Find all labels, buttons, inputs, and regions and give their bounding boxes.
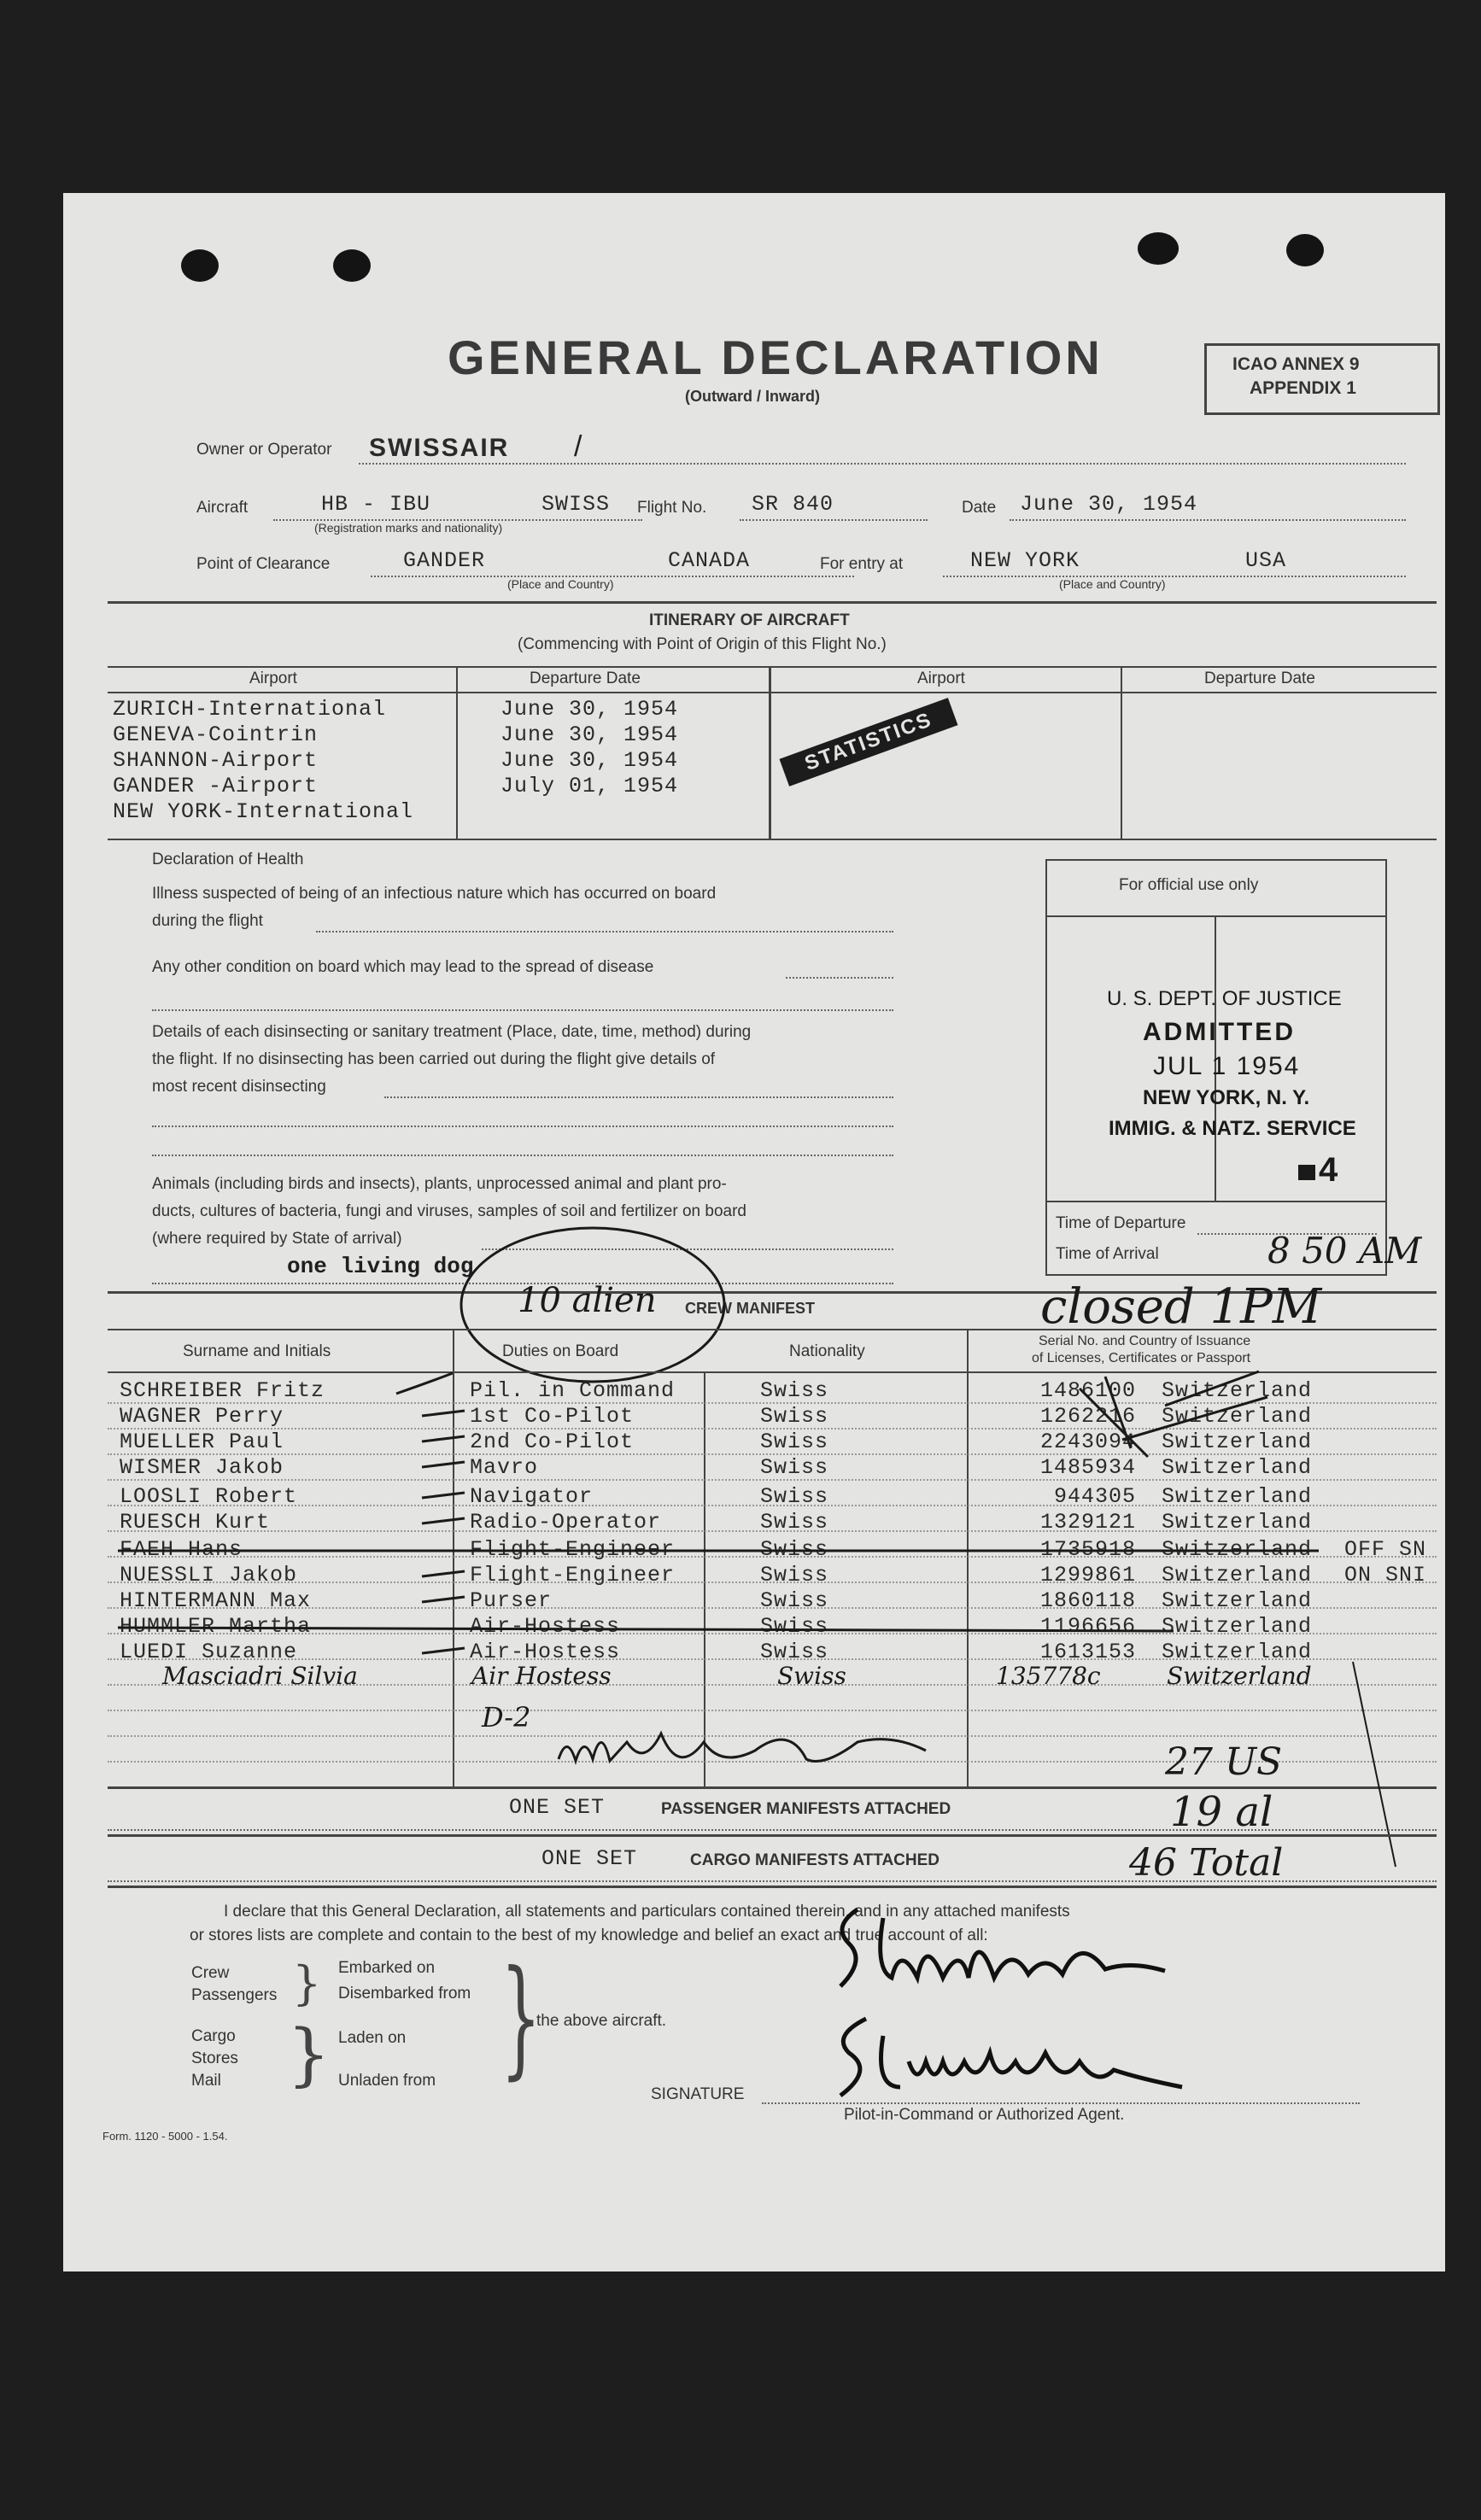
crew-nationality: Swiss: [760, 1563, 829, 1587]
crew-name: LUEDI Suzanne: [120, 1640, 298, 1664]
pilot-signature-upper: [823, 1892, 1182, 1995]
admitted-stamp-line5: IMMIG. & NATZ. SERVICE: [1109, 1117, 1356, 1140]
crew-heading: CREW MANIFEST: [685, 1300, 815, 1317]
crew-col-nationality: Nationality: [789, 1342, 865, 1360]
declaration-laden: Laden on: [338, 2029, 407, 2047]
aircraft-nationality: SWISS: [541, 492, 611, 517]
health-q3-line3: most recent disinsecting: [152, 1078, 326, 1096]
crew-nationality: Swiss: [777, 1662, 846, 1690]
note-us: 27 US: [1165, 1740, 1283, 1784]
crew-serial: 1262216: [1040, 1404, 1137, 1429]
crew-name: WAGNER Perry: [120, 1404, 284, 1429]
slash-mark: /: [574, 430, 582, 463]
itinerary-col-airport2: Airport: [917, 669, 965, 687]
crew-serial: 1735918: [1040, 1537, 1137, 1562]
declaration-embarked: Embarked on: [338, 1959, 436, 1977]
admitted-stamp-line1: U. S. DEPT. OF JUSTICE: [1107, 987, 1342, 1010]
crew-country: Switzerland: [1162, 1484, 1313, 1509]
brace: }: [500, 1944, 541, 2092]
crew-country: Switzerland: [1162, 1640, 1313, 1664]
itinerary-col-departure2: Departure Date: [1204, 669, 1315, 687]
declaration-mail: Mail: [191, 2072, 221, 2090]
owner-label: Owner or Operator: [196, 441, 332, 459]
itinerary-airport: ZURICH-International: [113, 697, 387, 722]
health-q3-line2: the flight. If no disinsecting has been carried out during the flight give details of: [152, 1050, 716, 1068]
pilot-signature-lower: [815, 2002, 1191, 2104]
crew-duty: Air-Hostess: [470, 1614, 621, 1639]
crew-name: RUESCH Kurt: [120, 1510, 271, 1535]
owner-value: SWISSAIR: [369, 434, 510, 462]
crew-country: Switzerland: [1162, 1588, 1313, 1613]
statistics-stamp: STATISTICS: [780, 698, 958, 786]
crew-duty: Mavro: [470, 1455, 539, 1480]
crew-country: Switzerland: [1162, 1404, 1313, 1429]
itinerary-date: July 01, 1954: [500, 774, 679, 798]
crew-serial: 1196656: [1040, 1614, 1137, 1639]
entry-country: USA: [1245, 548, 1287, 573]
icao-appendix: APPENDIX 1: [1250, 378, 1356, 398]
closed-note: closed 1PM: [1040, 1279, 1322, 1335]
flight-date: June 30, 1954: [1020, 492, 1198, 517]
pen-marks: [63, 193, 1445, 1901]
page-subtitle: (Outward / Inward): [685, 388, 821, 405]
crew-nationality: Swiss: [760, 1484, 829, 1509]
crew-nationality: Swiss: [760, 1455, 829, 1480]
crew-nationality: Swiss: [760, 1430, 829, 1454]
crew-duty: Flight-Engineer: [470, 1563, 676, 1587]
health-q1-line2: during the flight: [152, 912, 263, 930]
crew-nationality: Swiss: [760, 1510, 829, 1535]
declaration-line2: or stores lists are complete and contain to the best of my knowledge and belief an exact and true account of all:: [190, 1927, 988, 1944]
circle-note: 10 alien: [518, 1281, 657, 1320]
crew-country: Switzerland: [1162, 1563, 1313, 1587]
crew-duty: Flight-Engineer: [470, 1537, 676, 1562]
signature-label: SIGNATURE: [651, 2085, 745, 2103]
crew-note: ON SNI: [1344, 1563, 1427, 1587]
d2-note: D-2: [482, 1701, 531, 1734]
entry-label: For entry at: [820, 555, 904, 573]
crew-serial: 1329121: [1040, 1510, 1137, 1535]
health-q1-line1: Illness suspected of being of an infectious nature which has occurred on board: [152, 885, 717, 903]
crew-nationality: Swiss: [760, 1614, 829, 1639]
crew-name: MUELLER Paul: [120, 1430, 284, 1454]
page-title: GENERAL DECLARATION: [448, 330, 1103, 384]
itinerary-airport: GENEVA-Cointrin: [113, 722, 319, 747]
crew-duty: Radio-Operator: [470, 1510, 662, 1535]
flight-number: SR 840: [752, 492, 834, 517]
departure-time-label: Time of Departure: [1056, 1214, 1186, 1232]
passenger-manifest-label: PASSENGER MANIFESTS ATTACHED: [661, 1800, 951, 1818]
declaration-disembarked: Disembarked from: [338, 1985, 471, 2003]
crew-name: Masciadri Silvia: [162, 1662, 358, 1690]
clearance-label: Point of Clearance: [196, 555, 331, 573]
clearance-country: CANADA: [668, 548, 751, 573]
arrival-time-value: 8 50 AM: [1267, 1230, 1422, 1272]
aircraft-label: Aircraft: [196, 499, 249, 517]
crew-country: Switzerland: [1162, 1537, 1313, 1562]
entry-sublabel: (Place and Country): [1059, 577, 1166, 591]
declaration-stores: Stores: [191, 2049, 238, 2067]
crew-col-name: Surname and Initials: [183, 1342, 331, 1360]
crew-serial: 1299861: [1040, 1563, 1137, 1587]
icao-annex: ICAO ANNEX 9: [1232, 354, 1360, 374]
crew-duty: Navigator: [470, 1484, 594, 1509]
official-heading: For official use only: [1119, 876, 1259, 894]
health-q4-line2: ducts, cultures of bacteria, fungi and viruses, samples of soil and fertilizer on board: [152, 1202, 746, 1220]
crew-country: Switzerland: [1162, 1430, 1313, 1454]
crew-nationality: Swiss: [760, 1378, 829, 1403]
declaration-passengers: Passengers: [191, 1986, 278, 2004]
itinerary-col-airport: Airport: [249, 669, 297, 687]
health-answer: one living dog: [287, 1254, 474, 1279]
crew-name: HINTERMANN Max: [120, 1588, 312, 1613]
declaration-cargo: Cargo: [191, 2027, 236, 2045]
aircraft-sublabel: (Registration marks and nationality): [314, 521, 503, 535]
note-total: 46 Total: [1129, 1841, 1284, 1885]
declaration-crew: Crew: [191, 1964, 230, 1982]
crew-col-serial-line2: of Licenses, Certificates or Passport: [1032, 1351, 1251, 1365]
crew-duty: Air-Hostess: [470, 1640, 621, 1664]
flight-label: Flight No.: [637, 499, 707, 517]
crew-country: Switzerland: [1162, 1510, 1313, 1535]
crew-note: OFF SN: [1344, 1537, 1427, 1562]
crew-serial: 1486100: [1040, 1378, 1137, 1403]
document-page: [63, 193, 1445, 2272]
cargo-manifest-count: ONE SET: [541, 1846, 638, 1871]
crew-serial: 1485934: [1040, 1455, 1137, 1480]
itinerary-col-departure: Departure Date: [530, 669, 641, 687]
crew-duty: 1st Co-Pilot: [470, 1404, 635, 1429]
crew-name: HUMMLER Martha: [120, 1614, 312, 1639]
passenger-manifest-count: ONE SET: [509, 1795, 606, 1820]
itinerary-airport: GANDER -Airport: [113, 774, 319, 798]
crew-duty: Pil. in Command: [470, 1378, 676, 1403]
health-heading: Declaration of Health: [152, 851, 304, 868]
health-q4-line3: (where required by State of arrival): [152, 1230, 402, 1248]
crew-country: Switzerland: [1162, 1378, 1313, 1403]
crew-duty: Purser: [470, 1588, 553, 1613]
crew-initials-scribble: [550, 1708, 943, 1785]
note-al: 19 al: [1170, 1788, 1273, 1836]
admitted-stamp-line3: JUL 1 1954: [1153, 1052, 1301, 1080]
clearance-sublabel: (Place and Country): [507, 577, 614, 591]
crew-serial: 2243094: [1040, 1430, 1137, 1454]
admitted-stamp-number: 4: [1319, 1151, 1338, 1189]
crew-name: LOOSLI Robert: [120, 1484, 298, 1509]
aircraft-registration: HB - IBU: [321, 492, 431, 517]
rule: [108, 1886, 1437, 1888]
crew-nationality: Swiss: [760, 1640, 829, 1664]
itinerary-date: June 30, 1954: [500, 697, 679, 722]
crew-serial: 135778c: [996, 1662, 1101, 1690]
itinerary-date: June 30, 1954: [500, 722, 679, 747]
declaration-above: the above aircraft.: [536, 2012, 667, 2030]
cargo-manifest-label: CARGO MANIFESTS ATTACHED: [690, 1851, 940, 1869]
clearance-place: GANDER: [403, 548, 486, 573]
itinerary-heading: ITINERARY OF AIRCRAFT: [649, 611, 850, 629]
admitted-stamp-line4: NEW YORK, N. Y.: [1143, 1086, 1310, 1109]
entry-place: NEW YORK: [970, 548, 1080, 573]
form-number: Form. 1120 - 5000 - 1.54.: [102, 2130, 228, 2143]
crew-country: Switzerland: [1162, 1455, 1313, 1480]
brace: }: [292, 1956, 322, 2010]
crew-name: NUESSLI Jakob: [120, 1563, 298, 1587]
crew-col-serial-line1: Serial No. and Country of Issuance: [1039, 1334, 1251, 1348]
arrival-time-label: Time of Arrival: [1056, 1245, 1159, 1263]
crew-name: SCHREIBER Fritz: [120, 1378, 325, 1403]
crew-duty: 2nd Co-Pilot: [470, 1430, 635, 1454]
admitted-stamp-line2: ADMITTED: [1143, 1018, 1296, 1046]
crew-country: Switzerland: [1167, 1662, 1312, 1690]
health-q4-line1: Animals (including birds and insects), plants, unprocessed animal and plant pro-: [152, 1175, 727, 1193]
crew-nationality: Swiss: [760, 1404, 829, 1429]
signature-caption: Pilot-in-Command or Authorized Agent.: [844, 2106, 1125, 2124]
crew-nationality: Swiss: [760, 1537, 829, 1562]
date-label: Date: [962, 499, 997, 517]
crew-serial: 1613153: [1040, 1640, 1137, 1664]
declaration-unladen: Unladen from: [338, 2072, 436, 2090]
itinerary-date: June 30, 1954: [500, 748, 679, 773]
health-q2: Any other condition on board which may lead to the spread of disease: [152, 958, 654, 976]
crew-name: FAEH Hans: [120, 1537, 243, 1562]
crew-col-duties: Duties on Board: [502, 1342, 619, 1360]
crew-name: WISMER Jakob: [120, 1455, 284, 1480]
crew-country: Switzerland: [1162, 1614, 1313, 1639]
crew-duty: Air Hostess: [471, 1662, 612, 1690]
brace: }: [287, 2014, 331, 2094]
declaration-line1: I declare that this General Declaration, all statements and particulars contained therein, and in any attached manifests: [224, 1903, 1070, 1921]
crew-serial: 944305: [1054, 1484, 1137, 1509]
itinerary-subheading: (Commencing with Point of Origin of this Flight No.): [518, 635, 887, 653]
health-q3-line1: Details of each disinsecting or sanitary treatment (Place, date, time, method) during: [152, 1023, 752, 1041]
itinerary-airport: SHANNON-Airport: [113, 748, 319, 773]
crew-serial: 1860118: [1040, 1588, 1137, 1613]
crew-nationality: Swiss: [760, 1588, 829, 1613]
itinerary-airport: NEW YORK-International: [113, 799, 414, 824]
